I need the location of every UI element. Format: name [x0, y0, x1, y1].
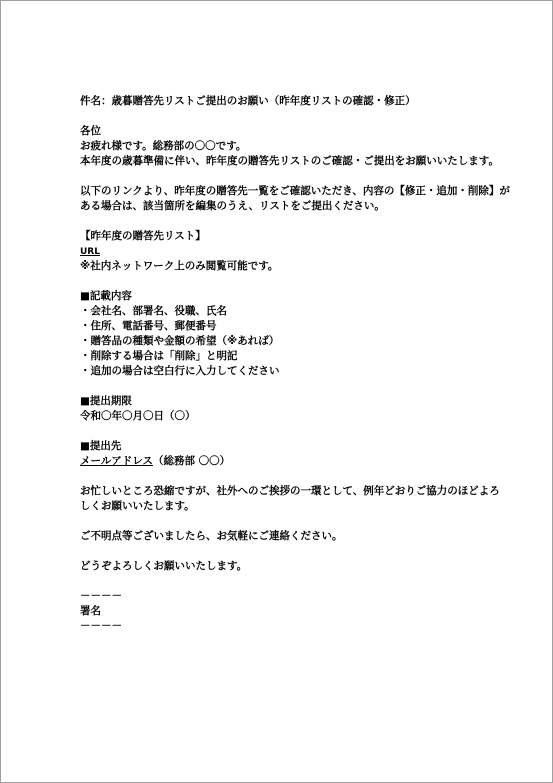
- spacer: [80, 214, 510, 229]
- final-regards: どうぞよろしくお願いいたします。: [80, 560, 248, 572]
- content-item: ・贈答品の種類や金額の希望（※あれば）: [80, 335, 280, 347]
- submit-row: [80, 454, 510, 469]
- deadline-date: 令和〇年〇月〇日（〇）: [80, 410, 196, 422]
- signature: 署名: [80, 605, 101, 617]
- intro-paragraph: 本年度の歳暮準備に伴い、昨年度の贈答先リストのご確認・ご提出をお願いいたします。: [80, 155, 499, 167]
- spacer: [80, 379, 510, 394]
- submit-heading: ■提出先: [80, 440, 122, 452]
- subject-line: 件名：歳暮贈答先リストご提出のお願い（昨年度リストの確認・修正）: [80, 95, 416, 107]
- signature-rule-top: －－－－: [80, 590, 122, 602]
- list-url-link[interactable]: URL: [80, 247, 100, 257]
- spacer: [80, 424, 510, 439]
- spacer: [80, 169, 510, 184]
- spacer: [80, 109, 510, 124]
- email-link[interactable]: メールアドレス: [80, 455, 153, 467]
- spacer: [80, 514, 510, 529]
- content-heading: ■記載内容: [80, 290, 132, 302]
- spacer: [80, 274, 510, 289]
- instructions-paragraph: 以下のリンクより、昨年度の贈答先一覧をご確認いただき、内容の【修正・追加・削除】がある場合は、該当箇所を編集のうえ、リストをご提出ください。: [80, 185, 510, 212]
- document-body: [80, 94, 510, 634]
- submit-contact: （総務部 〇〇）: [152, 455, 231, 467]
- list-url-row: [80, 244, 510, 259]
- content-item: ・住所、電話番号、郵便番号: [80, 320, 217, 332]
- spacer: [80, 574, 510, 589]
- content-item: ・追加の場合は空白行に入力してください: [80, 365, 280, 377]
- deadline-heading: ■提出期限: [80, 395, 132, 407]
- content-item: ・会社名、部署名、役職、氏名: [80, 305, 227, 317]
- content-item: ・削除する場合は「削除」と明記: [80, 350, 238, 362]
- greeting: お疲れ様です。総務部の〇〇です。: [80, 140, 247, 152]
- spacer: [80, 544, 510, 559]
- list-note: ※社内ネットワーク上のみ閲覧可能です。: [80, 260, 279, 272]
- addressee: 各位: [80, 125, 101, 137]
- spacer: [80, 469, 510, 484]
- signature-rule-bottom: －－－－: [80, 620, 122, 632]
- closing-request: お忙しいところ恐縮ですが、社外へのご挨拶の一環として、例年どおりご協力のほどよろしくお願いいたします。: [80, 485, 500, 512]
- list-heading: 【昨年度の贈答先リスト】: [80, 230, 206, 242]
- inquiry-text: ご不明点等ございましたら、お気軽にご連絡ください。: [80, 530, 343, 542]
